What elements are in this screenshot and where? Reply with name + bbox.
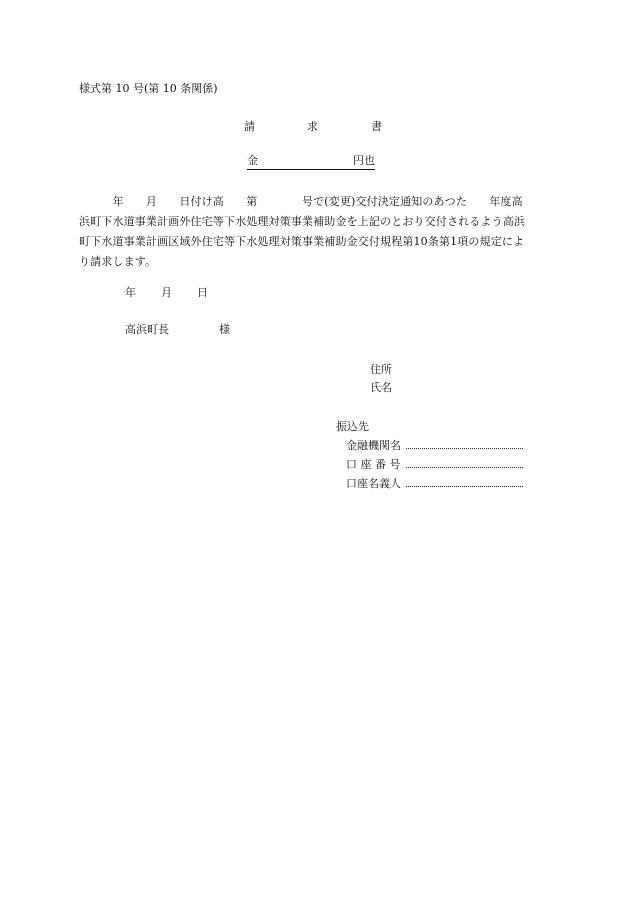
bank-transfer-block [336, 417, 406, 493]
body-line: り請求します。 [79, 255, 157, 268]
body-line: 町下水道事業計画区域外住宅等下水処理対策事業補助金交付規程第10条第1項の規定によ [79, 235, 525, 248]
body-line: 浜町下水道事業計画外住宅等下水処理対策事業補助金を上記のとおり交付されるよう高浜 [79, 215, 525, 228]
addressee-honorific: 様 [219, 323, 230, 336]
date-month-label: 月 [161, 286, 172, 299]
account-number-label: 口 座 番 号 [346, 458, 401, 471]
applicant-block [370, 361, 392, 397]
bank-name-dotted-line [406, 448, 523, 449]
name-label: 氏名 [370, 381, 392, 394]
address-label: 住所 [370, 363, 392, 376]
amount-field [247, 155, 375, 170]
bank-name-label: 金融機関名 [346, 439, 401, 452]
account-holder-dotted-line [406, 486, 523, 487]
amount-prefix: 金 [247, 154, 258, 167]
request-body [79, 192, 549, 272]
bank-name-row [336, 436, 406, 455]
amount-suffix: 円也 [353, 154, 375, 167]
bank-heading: 振込先 [336, 420, 369, 433]
date-day-label: 日 [197, 286, 208, 299]
account-holder-label: 口座名義人 [346, 477, 401, 490]
account-number-dotted-line [406, 467, 523, 468]
title-char: 書 [371, 120, 382, 133]
date-year-label: 年 [125, 286, 136, 299]
title-char: 請 [244, 120, 255, 133]
form-number: 様式第 10 号(第 10 条関係) [79, 82, 218, 95]
body-line: 年 月 日付け高 第 号で(変更)交付決定通知のあつた 年度高 [79, 195, 523, 208]
title-char: 求 [307, 120, 318, 133]
addressee [125, 323, 230, 336]
account-holder-row [336, 474, 406, 493]
account-number-row [336, 455, 406, 474]
addressee-name: 高浜町長 [125, 323, 169, 336]
